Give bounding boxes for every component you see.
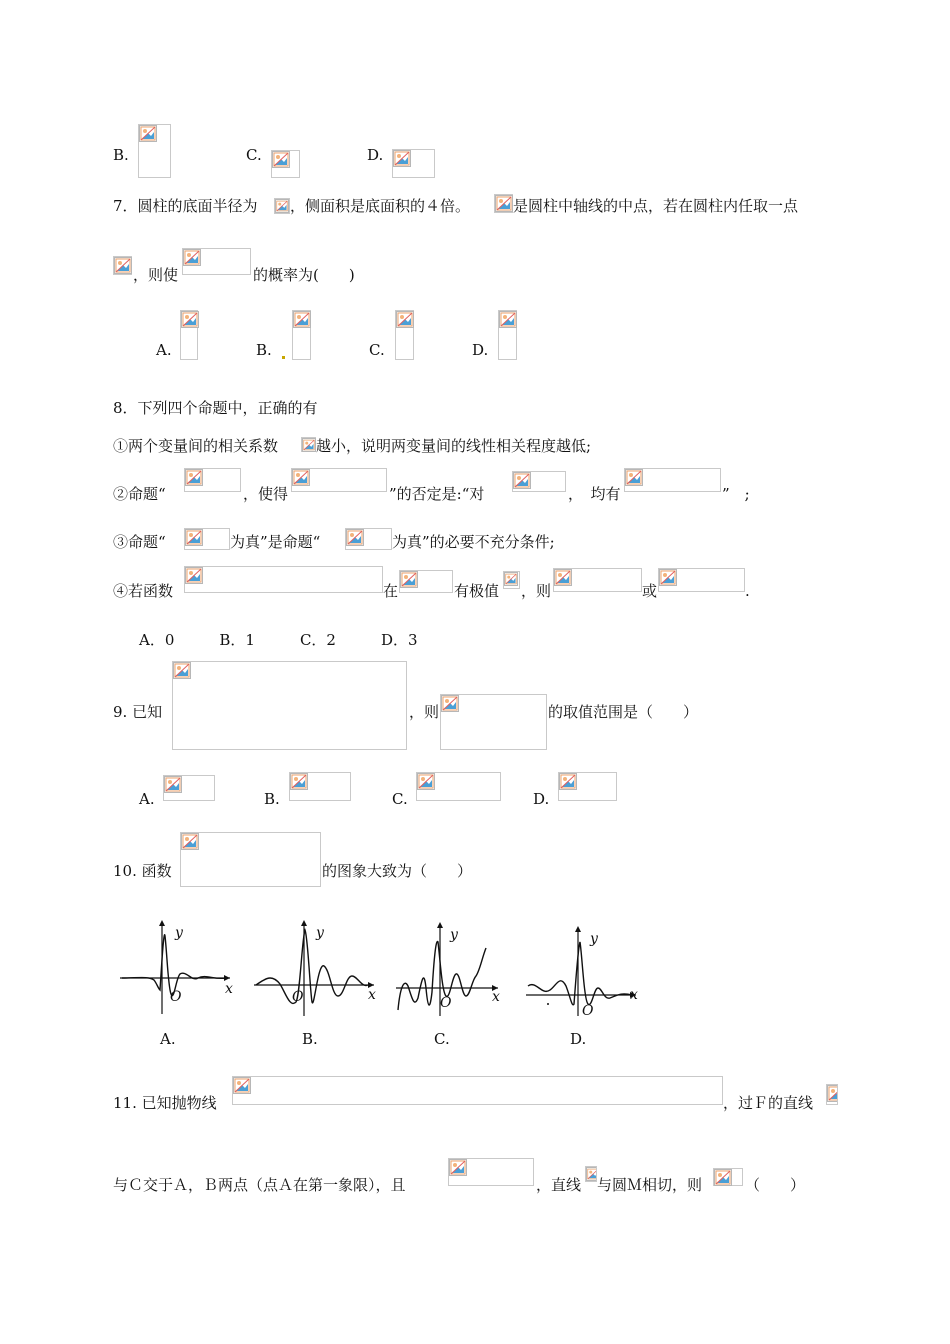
q9-given-image <box>172 661 407 750</box>
broken-image-icon <box>554 569 572 586</box>
q7-text-4: ，则使 <box>133 266 179 284</box>
q8-statement-4b: 在 <box>383 582 399 600</box>
q11-text-5: 与圆Ｍ相切，则 <box>597 1176 703 1194</box>
q6-option-b-image <box>138 124 171 178</box>
q7-point-image <box>494 194 513 213</box>
q9-option-b-image <box>289 772 351 801</box>
graph-d-label: D. <box>570 1030 587 1048</box>
graph-d-origin-label: O <box>582 1003 594 1019</box>
q8-s3-image-1 <box>184 528 230 550</box>
broken-image-icon <box>400 571 418 588</box>
graph-a-origin-label: O <box>170 989 182 1005</box>
q8-statement-2d: ， 均有 <box>568 485 621 503</box>
q9-option-c-image <box>416 772 501 801</box>
q8-s4-answer-image-1 <box>553 568 642 592</box>
q10-graph-a <box>118 918 238 1048</box>
q7-text-5: 的概率为( ) <box>253 266 355 284</box>
q11-text-2: ，过Ｆ的直线 <box>723 1094 814 1112</box>
q8-r-image <box>301 437 316 452</box>
broken-image-icon <box>659 569 677 586</box>
broken-image-icon <box>346 529 364 546</box>
q8-s2-image-3 <box>512 471 566 492</box>
q10-function-image <box>180 832 321 887</box>
q9-text-1: 9. 已知 <box>113 703 163 721</box>
broken-image-icon <box>827 1085 838 1102</box>
q8-s4-function-image <box>184 566 383 593</box>
graph-c-y-label: y <box>450 927 458 943</box>
broken-image-icon <box>504 572 518 586</box>
broken-image-icon <box>292 469 310 486</box>
q10-text-1: 10. 函数 <box>113 862 172 880</box>
broken-image-icon <box>396 311 414 328</box>
q8-options: A．0 B．1 C．2 D．3 <box>139 631 418 649</box>
graph-c-origin-label: O <box>440 995 452 1011</box>
broken-image-icon <box>513 472 531 489</box>
q8-statement-4e: 或 <box>642 582 658 600</box>
q9-text-3: 的取值范围是（ ） <box>548 703 699 721</box>
q8-s2-image-4 <box>624 468 721 492</box>
q7-option-a-label: A. <box>156 341 172 359</box>
q10-graph-d <box>524 918 654 1048</box>
q11-text-4: ，直线 <box>536 1176 582 1194</box>
q7-text-3: 是圆柱中轴线的中点，若在圆柱内任取一点 <box>513 197 799 215</box>
q7-radius-image <box>274 198 290 214</box>
q8-s3-image-2 <box>345 528 392 550</box>
q7-option-d-image <box>498 310 517 360</box>
broken-image-icon <box>499 311 517 328</box>
q8-statement-3a: ③命题“ <box>113 533 166 551</box>
q8-statement-3b: 为真”是命题“ <box>230 533 321 551</box>
broken-image-icon <box>164 776 182 793</box>
broken-image-icon <box>441 695 459 712</box>
broken-image-icon <box>449 1159 467 1176</box>
broken-image-icon <box>495 195 513 212</box>
broken-image-icon <box>293 311 311 328</box>
graph-b-y-label: y <box>316 925 324 941</box>
graph-a-x-label: x <box>225 981 233 997</box>
q7-option-b-image <box>292 310 311 360</box>
graph-c-x-label: x <box>492 989 500 1005</box>
q9-text-2: ，则 <box>409 703 440 721</box>
q8-title: 8．下列四个命题中，正确的有 <box>113 399 318 417</box>
broken-image-icon <box>185 469 203 486</box>
graph-a-label: A. <box>160 1030 176 1048</box>
q9-option-a-label: A. <box>139 790 155 808</box>
q8-statement-4c: 有极值 <box>454 582 500 600</box>
q8-statement-3c: 为真”的必要不充分条件; <box>392 533 555 551</box>
q8-s2-image-1 <box>184 468 241 492</box>
q6-option-b-label: B. <box>113 146 129 164</box>
graph-b-label: B. <box>302 1030 318 1048</box>
q6-option-c-image <box>271 150 300 178</box>
broken-image-icon <box>714 1169 732 1186</box>
broken-image-icon <box>183 249 201 266</box>
q8-s4-answer-image-2 <box>658 568 745 592</box>
q9-expression-image <box>440 694 547 750</box>
broken-image-icon <box>586 1167 597 1181</box>
q8-s4-point-image <box>399 570 453 593</box>
q7-text-1: 7．圆柱的底面半径为 <box>113 197 258 215</box>
q8-statement-2b: ，使得 <box>243 485 289 503</box>
broken-image-icon <box>559 773 577 790</box>
broken-image-icon <box>173 662 191 679</box>
broken-image-icon <box>302 438 316 452</box>
broken-image-icon <box>393 150 411 167</box>
q10-text-2: 的图象大致为（ ） <box>322 862 473 880</box>
broken-image-icon <box>181 311 199 328</box>
q11-text-1: 11. 已知抛物线 <box>113 1094 217 1112</box>
q8-s2-image-2 <box>291 468 387 492</box>
q7-option-d-label: D. <box>472 341 489 359</box>
q7-option-b-label: B. <box>256 341 272 359</box>
q6-option-c-label: C. <box>246 146 262 164</box>
broken-image-icon <box>625 469 643 486</box>
q10-graph-b <box>252 918 382 1048</box>
q8-statement-4f: . <box>745 582 750 600</box>
q7-option-c-label: C. <box>369 341 385 359</box>
q11-text-6: （ ） <box>745 1176 806 1194</box>
stray-dot <box>282 356 285 359</box>
broken-image-icon <box>290 773 308 790</box>
q8-statement-1b: 越小，说明两变量间的线性相关程度越低; <box>316 437 592 455</box>
q7-condition-image <box>182 248 251 275</box>
broken-image-icon <box>272 151 290 168</box>
broken-image-icon <box>139 125 157 142</box>
q9-option-c-label: C. <box>392 790 408 808</box>
q9-option-d-label: D. <box>533 790 550 808</box>
graph-d-y-label: y <box>590 931 598 947</box>
q8-statement-2c: ”的否定是:“对 <box>389 485 485 503</box>
q9-option-d-image <box>558 772 617 801</box>
q11-parabola-image <box>232 1076 723 1105</box>
graph-b-x-label: x <box>368 987 376 1003</box>
q8-statement-4a: ④若函数 <box>113 582 174 600</box>
broken-image-icon <box>181 833 199 850</box>
q11-line-image-1 <box>826 1084 838 1105</box>
q11-text-3: 与Ｃ交于Ａ，Ｂ两点（点Ａ在第一象限），且 <box>113 1176 406 1194</box>
broken-image-icon <box>114 257 132 274</box>
q8-statement-2e: ” ; <box>722 485 750 503</box>
broken-image-icon <box>233 1077 251 1094</box>
q6-option-d-label: D. <box>367 146 384 164</box>
q11-line-image-2 <box>585 1166 597 1182</box>
graph-a-y-label: y <box>175 925 183 941</box>
graph-b-origin-label: O <box>292 989 304 1005</box>
graph-d-x-label: x <box>630 987 638 1003</box>
q10-graph-c <box>394 918 514 1048</box>
q11-answer-image <box>713 1168 743 1186</box>
broken-image-icon <box>185 567 203 584</box>
q6-option-d-image <box>392 149 435 178</box>
q8-statement-2a: ②命题“ <box>113 485 166 503</box>
broken-image-icon <box>275 199 289 213</box>
q7-option-c-image <box>395 310 414 360</box>
q7-p-image <box>113 256 132 275</box>
broken-image-icon <box>417 773 435 790</box>
q9-option-b-label: B. <box>264 790 280 808</box>
q7-text-2: ，侧面积是底面积的４倍。 <box>290 197 471 215</box>
q7-option-a-image <box>180 310 198 360</box>
graph-c-label: C. <box>434 1030 450 1048</box>
broken-image-icon <box>185 529 203 546</box>
q8-statement-1a: ①两个变量间的相关系数 <box>113 437 279 455</box>
q9-option-a-image <box>163 775 215 801</box>
q8-statement-4d: ，则 <box>521 582 552 600</box>
q11-condition-image <box>448 1158 534 1186</box>
q8-s4-value-image <box>503 571 520 589</box>
